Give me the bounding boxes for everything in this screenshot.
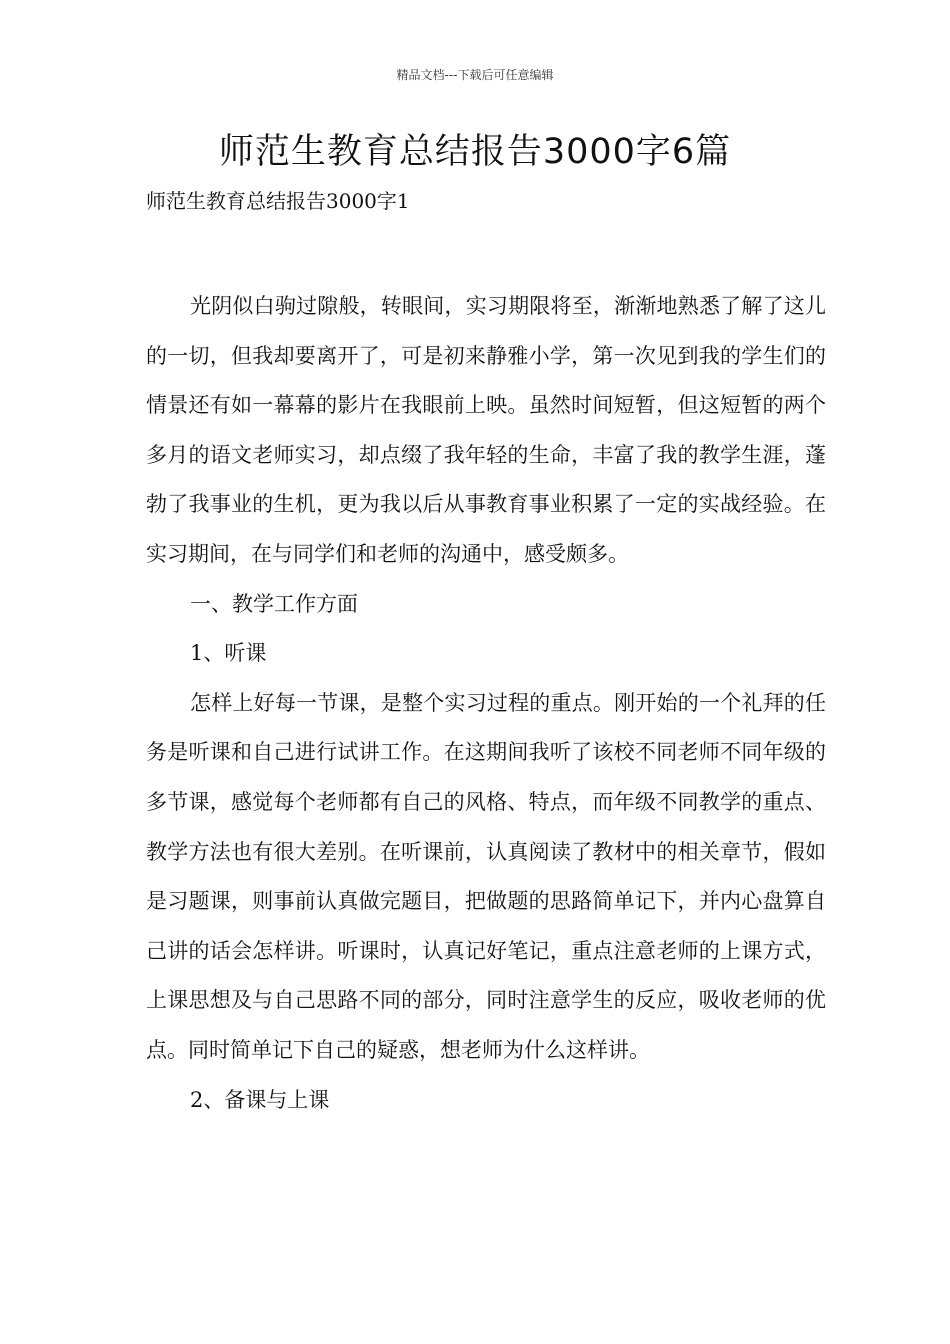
section-heading-teaching: 一、教学工作方面 (190, 591, 358, 616)
document-body (146, 282, 826, 1125)
header-note: 精品文档---下载后可任意编辑 (396, 68, 554, 82)
paragraph-listening: 怎样上好每一节课，是整个实习过程的重点。刚开始的一个礼拜的任务是听课和自己进行试讲工作。在这期间我听了该校不同老师不同年级的多节课，感觉每个老师都有自己的风格、特点，而年级不同教学的重点、教学方法也有很大差别。在听课前，认真阅读了教材中的相关章节，假如是习题课，则事前认真做完题目，把做题的思路简单记下，并内心盘算自己讲的话会怎样讲。听课时，认真记好笔记，重点注意老师的上课方式，上课思想及与自己思路不同的部分，同时注意学生的反应，吸收老师的优点。同时简单记下自己的疑惑，想老师为什么这样讲。 (146, 690, 826, 1062)
subsection-heading-preparation: 2、备课与上课 (190, 1087, 330, 1112)
subsection-heading-listening: 1、听课 (190, 641, 267, 666)
document-title: 师范生教育总结报告3000字6篇 (218, 132, 732, 172)
paragraph-intro: 光阴似白驹过隙般，转眼间，实习期限将至，渐渐地熟悉了解了这儿的一切，但我却要离开了，可是初来静雅小学，第一次见到我的学生们的情景还有如一幕幕的影片在我眼前上映。虽然时间短暂，但这短暂的两个多月的语文老师实习，却点缀了我年轻的生命，丰富了我的教学生涯，蓬勃了我事业的生机，更为我以后从事教育事业积累了一定的实战经验。在实习期间，在与同学们和老师的沟通中，感受颇多。 (146, 294, 826, 566)
document-subtitle: 师范生教育总结报告3000字1 (146, 189, 410, 213)
